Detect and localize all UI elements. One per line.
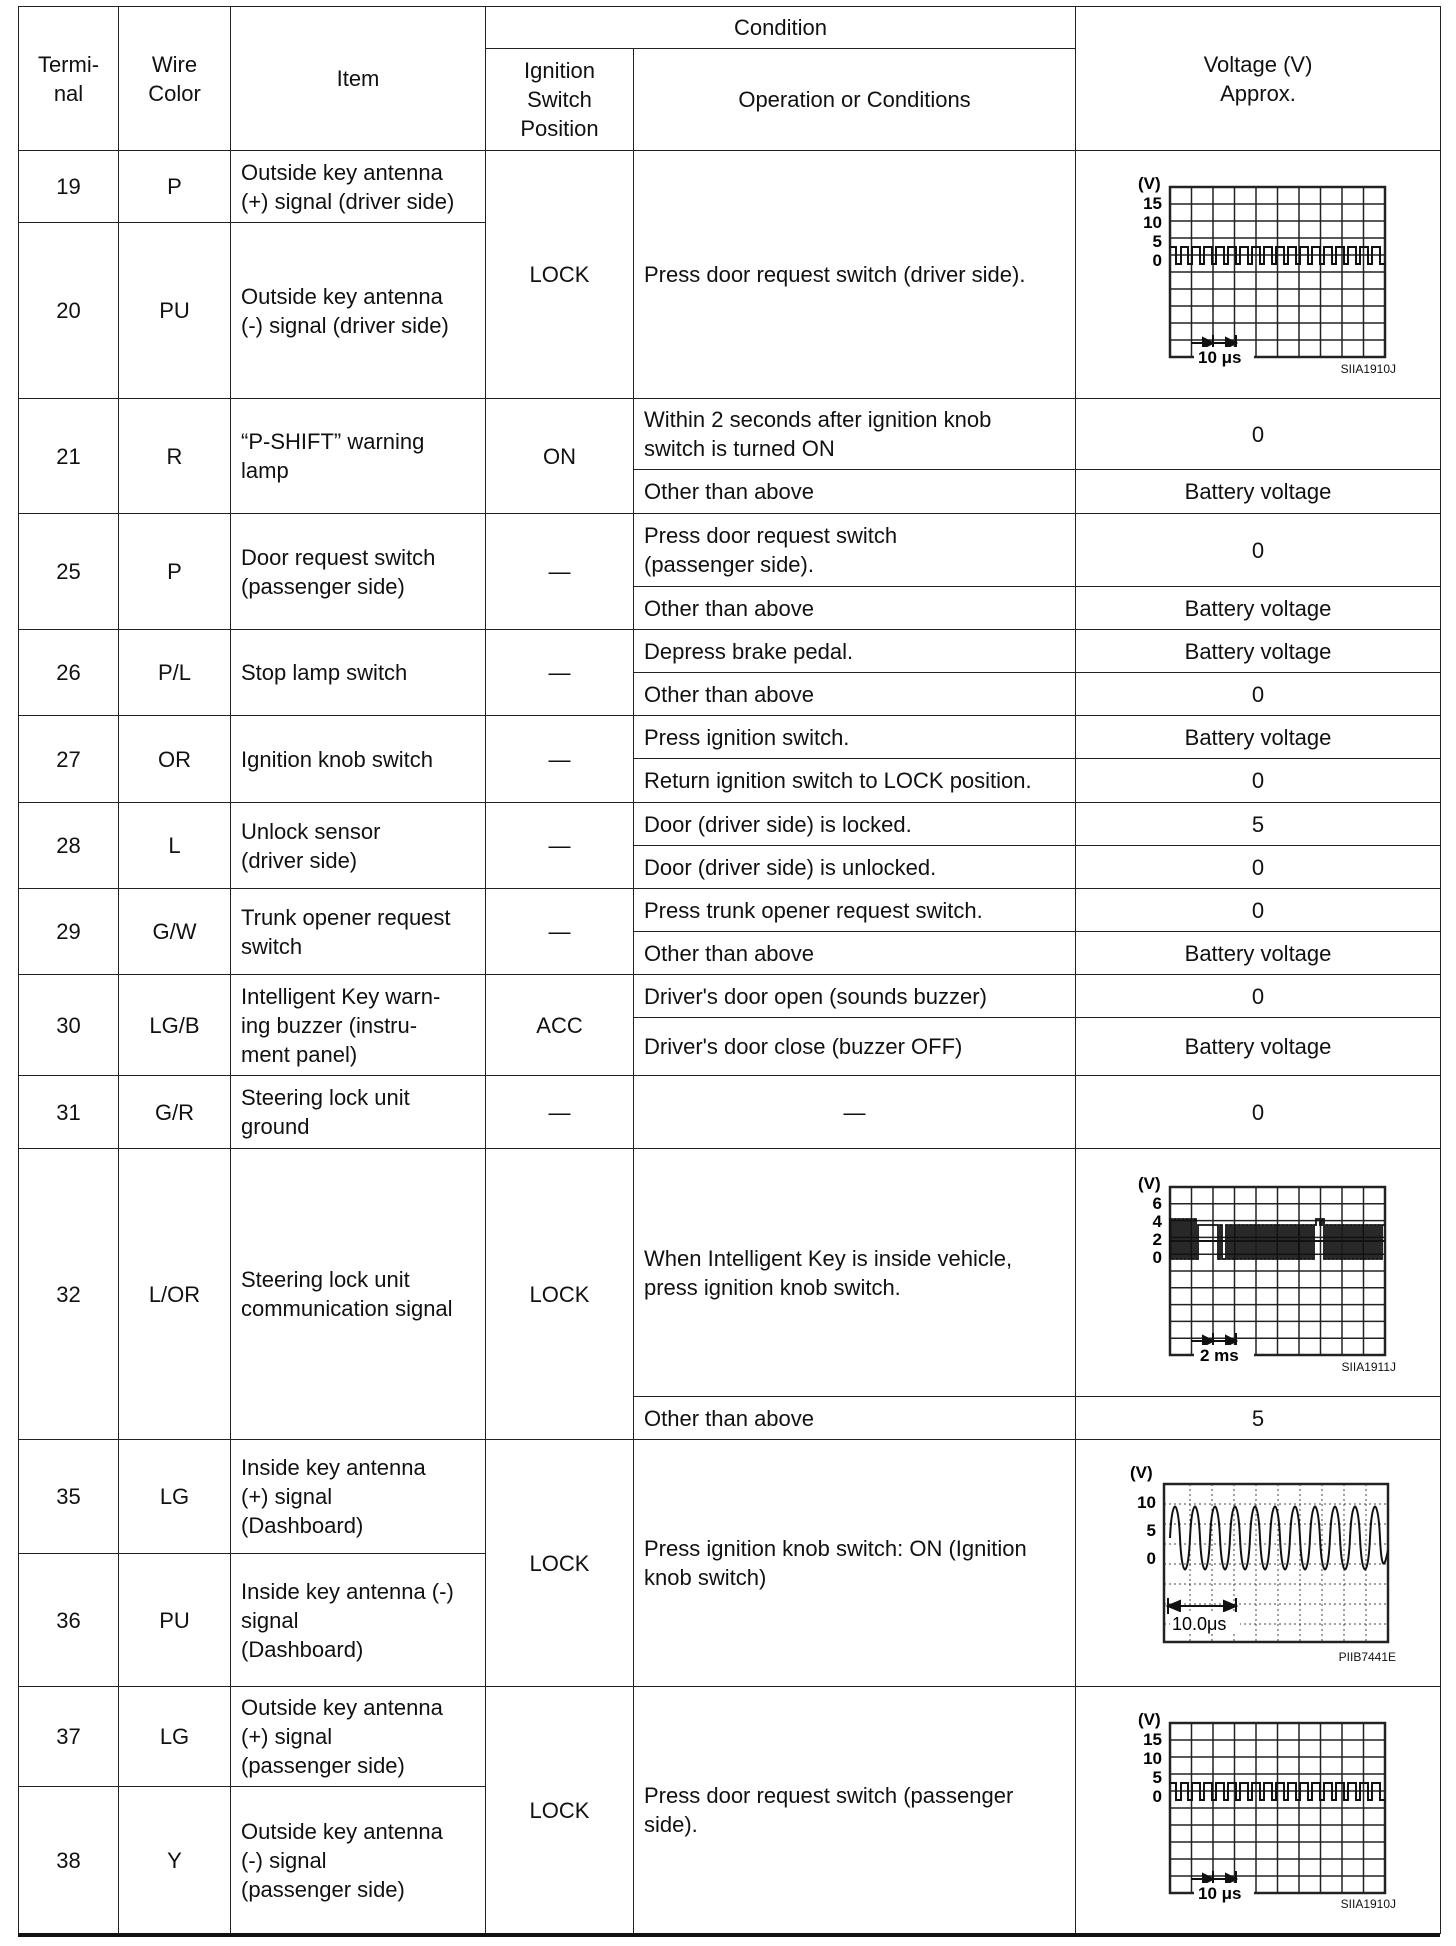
voltage-value: 0 (1076, 975, 1441, 1018)
wire-color: L (119, 803, 231, 889)
item-text: Outside key antenna (-) signal (driver side) (231, 223, 486, 399)
operation-condition: Return ignition switch to LOCK position. (634, 759, 1076, 803)
wire-color: G/W (119, 889, 231, 975)
voltage-value: Battery voltage (1076, 932, 1441, 975)
wire-color: LG/B (119, 975, 231, 1076)
waveform-scale: 10 μs (1198, 1884, 1242, 1903)
terminal-number: 25 (19, 514, 119, 630)
table-row (19, 514, 1441, 587)
tick-label: 10 (1143, 213, 1163, 232)
item-text: Door request switch (passenger side) (231, 514, 486, 630)
tick-label: 4 (1152, 1212, 1163, 1231)
header-voltage: Voltage (V) Approx. (1076, 7, 1441, 151)
terminal-number: 19 (19, 151, 119, 223)
voltage-value: 0 (1076, 889, 1441, 932)
ignition-position: — (486, 1076, 634, 1149)
terminal-number: 28 (19, 803, 119, 889)
waveform-trace (1170, 1219, 1385, 1259)
voltage-value: Battery voltage (1076, 630, 1441, 673)
voltage-waveform-cell (1076, 151, 1441, 399)
operation-condition: Driver's door close (buzzer OFF) (634, 1018, 1076, 1076)
waveform-grid (1170, 187, 1385, 357)
waveform-scale: 10.0μs (1172, 1614, 1227, 1634)
table-row (19, 889, 1441, 932)
header-condition: Condition (486, 7, 1076, 49)
waveform-ticks (1153, 1194, 1163, 1267)
item-text: Outside key antenna (+) signal (driver side) (231, 151, 486, 223)
waveform-trace (1170, 1507, 1388, 1570)
operation-condition: Other than above (634, 673, 1076, 716)
bottom-rule (18, 1933, 1440, 1937)
item-text: Inside key antenna (+) signal (Dashboard) (231, 1440, 486, 1554)
ignition-position: LOCK (486, 1440, 634, 1687)
table-row (19, 1687, 1441, 1787)
terminal-number: 32 (19, 1149, 119, 1440)
table-row (19, 975, 1441, 1018)
voltage-value: 0 (1076, 846, 1441, 889)
operation-condition: When Intelligent Key is inside vehicle, press ignition knob switch. (634, 1149, 1076, 1397)
voltage-value: 0 (1076, 399, 1441, 470)
figure-code: SIIA1910J (1340, 362, 1397, 376)
ignition-position: LOCK (486, 151, 634, 399)
tick-label: 5 (1146, 1521, 1157, 1540)
waveform-scale: 10 μs (1198, 348, 1242, 367)
voltage-waveform-cell (1076, 1149, 1441, 1397)
terminal-number: 26 (19, 630, 119, 716)
operation-condition: Press ignition switch. (634, 716, 1076, 759)
voltage-value: 5 (1076, 803, 1441, 846)
operation-condition: Depress brake pedal. (634, 630, 1076, 673)
terminal-number: 29 (19, 889, 119, 975)
voltage-value: Battery voltage (1076, 587, 1441, 630)
terminal-number: 31 (19, 1076, 119, 1149)
item-text: Steering lock unit ground (231, 1076, 486, 1149)
table-row (19, 1149, 1441, 1397)
item-text: Unlock sensor (driver side) (231, 803, 486, 889)
voltage-value: Battery voltage (1076, 470, 1441, 514)
header-ignition-position: Ignition Switch Position (486, 49, 634, 151)
ignition-position: ACC (486, 975, 634, 1076)
tick-label: 15 (1143, 194, 1163, 213)
wire-color: PU (119, 223, 231, 399)
tick-label: 2 (1152, 1230, 1163, 1249)
terminal-number: 30 (19, 975, 119, 1076)
operation-condition: Other than above (634, 1397, 1076, 1440)
voltage-waveform-cell (1076, 1687, 1441, 1934)
operation-condition: Door (driver side) is unlocked. (634, 846, 1076, 889)
ignition-position: — (486, 514, 634, 630)
tick-label: 0 (1146, 1549, 1157, 1568)
header-terminal: Termi- nal (19, 7, 119, 151)
wire-color: LG (119, 1687, 231, 1787)
operation-condition: Press door request switch (passenger side). (634, 1687, 1076, 1934)
table-row (19, 151, 1441, 223)
operation-condition: — (634, 1076, 1076, 1149)
voltage-value: Battery voltage (1076, 716, 1441, 759)
operation-condition: Other than above (634, 587, 1076, 630)
terminal-number: 38 (19, 1787, 119, 1934)
wire-color: PU (119, 1554, 231, 1687)
operation-condition: Other than above (634, 932, 1076, 975)
figure-code: SIIA1911J (1341, 1360, 1397, 1374)
tick-label: 10 (1143, 1749, 1163, 1768)
waveform-scale: 2 ms (1200, 1346, 1239, 1365)
terminal-number: 27 (19, 716, 119, 803)
table-row (19, 1076, 1441, 1149)
operation-condition: Press trunk opener request switch. (634, 889, 1076, 932)
ignition-position: ON (486, 399, 634, 514)
operation-condition: Door (driver side) is locked. (634, 803, 1076, 846)
operation-condition: Driver's door open (sounds buzzer) (634, 975, 1076, 1018)
operation-condition: Press door request switch (driver side). (634, 151, 1076, 399)
ignition-position: — (486, 716, 634, 803)
item-text: Steering lock unit communication signal (231, 1149, 486, 1440)
terminal-number: 21 (19, 399, 119, 514)
operation-condition: Other than above (634, 470, 1076, 514)
ignition-position: — (486, 889, 634, 975)
ignition-position: — (486, 803, 634, 889)
waveform-ticks (1143, 194, 1162, 270)
wire-color: P/L (119, 630, 231, 716)
terminal-number: 36 (19, 1554, 119, 1687)
voltage-value: 0 (1076, 759, 1441, 803)
table-row (19, 803, 1441, 846)
terminal-number: 35 (19, 1440, 119, 1554)
wire-color: OR (119, 716, 231, 803)
item-text: “P-SHIFT” warning lamp (231, 399, 486, 514)
item-text: Stop lamp switch (231, 630, 486, 716)
item-text: Trunk opener request switch (231, 889, 486, 975)
waveform-ticks (1137, 1493, 1156, 1568)
ignition-position: — (486, 630, 634, 716)
tick-label: 6 (1152, 1194, 1163, 1213)
figure-code: PIIB7441E (1338, 1650, 1397, 1664)
item-text: Intelligent Key warn- ing buzzer (instru- ment panel) (231, 975, 486, 1076)
wire-color: P (119, 514, 231, 630)
item-text: Outside key antenna (-) signal (passenger side) (231, 1787, 486, 1934)
header-operation: Operation or Conditions (634, 49, 1076, 151)
operation-condition: Within 2 seconds after ignition knob switch is turned ON (634, 399, 1076, 470)
item-text: Inside key antenna (-) signal (Dashboard) (231, 1554, 486, 1687)
table-row (19, 399, 1441, 470)
wire-color: LG (119, 1440, 231, 1554)
figure-code: SIIA1910J (1340, 1897, 1397, 1911)
waveform-unit: (V) (1138, 174, 1161, 193)
voltage-value: 0 (1076, 1076, 1441, 1149)
terminal-spec-table (18, 6, 1441, 1934)
wire-color: G/R (119, 1076, 231, 1149)
wire-color: R (119, 399, 231, 514)
waveform-ticks (1143, 1730, 1162, 1806)
operation-condition: Press door request switch (passenger side). (634, 514, 1076, 587)
terminal-number: 20 (19, 223, 119, 399)
tick-label: 0 (1152, 1248, 1163, 1267)
waveform-grid (1170, 1723, 1385, 1893)
tick-label: 5 (1152, 232, 1163, 251)
table-row (19, 630, 1441, 673)
voltage-value: 0 (1076, 673, 1441, 716)
waveform-unit: (V) (1130, 1463, 1153, 1482)
terminal-number: 37 (19, 1687, 119, 1787)
ignition-position: LOCK (486, 1687, 634, 1934)
tick-label: 0 (1152, 251, 1163, 270)
tick-label: 15 (1143, 1730, 1163, 1749)
tick-label: 0 (1152, 1787, 1163, 1806)
header-wire-color: Wire Color (119, 7, 231, 151)
voltage-value: Battery voltage (1076, 1018, 1441, 1076)
operation-condition: Press ignition knob switch: ON (Ignition knob switch) (634, 1440, 1076, 1687)
table-row (19, 1440, 1441, 1554)
waveform-unit: (V) (1138, 1174, 1161, 1193)
tick-label: 5 (1152, 1768, 1163, 1787)
wire-color: Y (119, 1787, 231, 1934)
voltage-waveform-cell (1076, 1440, 1441, 1687)
wire-color: P (119, 151, 231, 223)
waveform-scale-arrow (1168, 1598, 1236, 1614)
table-row (19, 716, 1441, 759)
wire-color: L/OR (119, 1149, 231, 1440)
header-item: Item (231, 7, 486, 151)
tick-label: 10 (1137, 1493, 1157, 1512)
item-text: Ignition knob switch (231, 716, 486, 803)
waveform-grid (1170, 1187, 1385, 1355)
voltage-value: 0 (1076, 514, 1441, 587)
item-text: Outside key antenna (+) signal (passenger side) (231, 1687, 486, 1787)
ignition-position: LOCK (486, 1149, 634, 1440)
voltage-value: 5 (1076, 1397, 1441, 1440)
waveform-unit: (V) (1138, 1710, 1161, 1729)
